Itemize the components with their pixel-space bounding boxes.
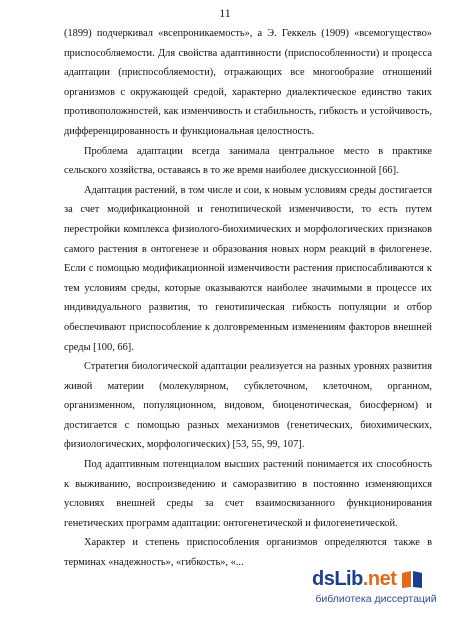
text-line: развития живой материи (молекулярном, субклеточном, клеточном, органном, [64, 361, 432, 392]
text-line: отношений организмов с окружающей средой, характерно диалектическое [64, 67, 432, 98]
paragraph [64, 181, 432, 357]
text-line: признаков самого растения в онтогенезе и образования новых норм реакций в [64, 223, 432, 255]
paragraph [64, 142, 432, 181]
text-line: Проблема адаптации всегда занимала центральное место в практике [84, 145, 432, 157]
text-line: путем перестройки комплекса физиолого-биохимических и морфологических [64, 204, 432, 235]
text-line: достигается с помощью разных механизмов (генетических, биохимических, [64, 419, 432, 431]
text-line: гибкость популяции и отбор обеспечивают приспособление к долговременным [64, 302, 432, 333]
watermark-logo [312, 568, 396, 591]
text-line: организменном, популяционном, видовом, биоценотическая, биосферном) и [64, 400, 432, 412]
watermark-logo-accent: .net [362, 567, 397, 590]
text-line: Под адаптивным потенциалом высших растений понимается их [84, 459, 373, 471]
paragraph [64, 357, 432, 455]
watermark-tagline: библиотека диссертаций [315, 593, 437, 605]
text-line: филогенезе. Если с помощью модификационной изменчивости растения [64, 243, 432, 275]
text-line: значимыми в процессе их индивидуального развития, то генотипическая [64, 282, 432, 314]
watermark-logo-main: dsLib [312, 567, 363, 590]
dslib-watermark[interactable] [306, 563, 446, 611]
text-line: целостность. [256, 125, 315, 137]
paragraph [64, 24, 432, 142]
text-line: Стратегия биологической адаптации реализуется на разных уровнях [84, 361, 390, 373]
text-line: изменяющихся условиях внешней среды за счет взаимосвязанного [64, 478, 432, 510]
text-line: изменениям факторов внешней среды [100, 66]. [64, 321, 432, 353]
page-number: 11 [219, 6, 231, 20]
text-line: (1899) подчеркивал «всепроникаемость», а Э. Геккель (1909) «всемогущество» [64, 28, 432, 39]
paragraph [64, 455, 432, 533]
text-line: гибкость и устойчивость, дифференцированность и функциональная [64, 106, 432, 137]
text-line: физиологических, морфологических) [53, 55, 99, 107]. [64, 439, 305, 451]
text-line: способность к выживанию, воспроизведению и саморазвитию в постоянно [64, 459, 432, 490]
text-line: достигается за счет модификационной и генотипической изменчивости, то есть [64, 184, 432, 216]
watermark-logo-row [312, 567, 424, 591]
text-line: приспособляемости. Для свойства адаптивности (приспособленности) и [64, 47, 389, 59]
book-icon [400, 568, 424, 590]
body-text [64, 24, 432, 573]
text-line: приспосабливаются к тем условиям среды, которые оказываются наиболее [64, 263, 432, 294]
text-line: сельского хозяйства, оставаясь в то же время наиболее дискуссионной [66]. [64, 165, 399, 177]
text-line: Адаптация растений, в том числе и сои, к новым условиям среды [84, 184, 377, 196]
text-line: единство таких противоположностей, как изменчивость и стабильность, [64, 86, 432, 118]
text-line: функционирования генетических программ адаптации: онтогенетической и [64, 498, 432, 529]
text-line: терминах «надежность», «гибкость», «... [64, 557, 244, 569]
text-line: Характер и степень приспособления организмов определяются также в [84, 537, 432, 549]
text-line: процесса адаптации (приспособляемости), отражающих все многообразие [64, 47, 432, 79]
text-line: филогенетической. [313, 517, 398, 529]
